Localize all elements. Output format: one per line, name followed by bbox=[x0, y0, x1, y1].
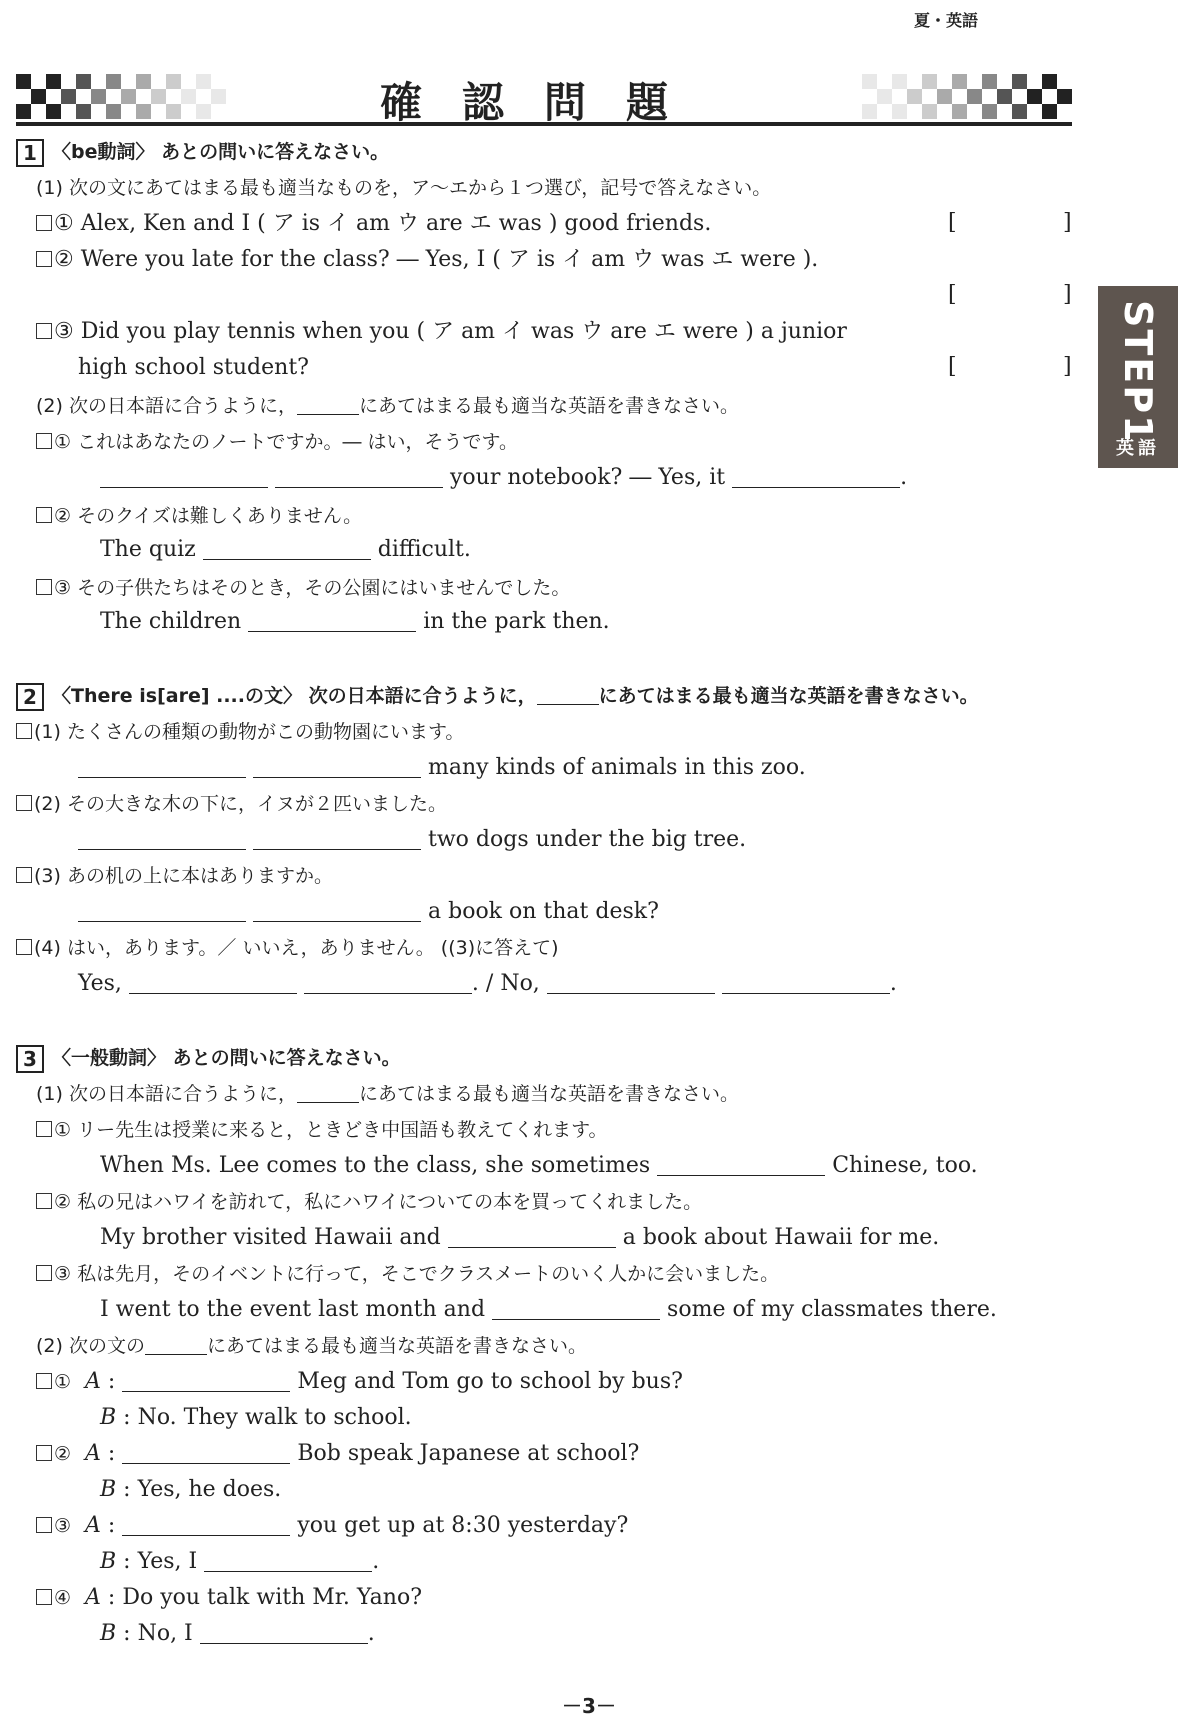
checkbox[interactable] bbox=[36, 215, 52, 231]
answer-bracket-close: ] bbox=[1063, 282, 1072, 307]
question-2-4-en: Yes, . / No, . bbox=[78, 971, 897, 996]
question-3-2-4-b: B : No, I . bbox=[100, 1621, 375, 1646]
answer-blank[interactable] bbox=[78, 827, 246, 850]
blank-sample bbox=[145, 1336, 207, 1355]
checkbox[interactable] bbox=[16, 867, 32, 883]
answer-blank[interactable] bbox=[248, 609, 416, 632]
question-3-2-3-a: ③ A : you get up at 8:30 yesterday? bbox=[36, 1512, 628, 1540]
blank-sample bbox=[297, 1084, 359, 1103]
answer-blank[interactable] bbox=[204, 1549, 372, 1572]
checkbox[interactable] bbox=[16, 939, 32, 955]
question-3-2-1-a: ① A : Meg and Tom go to school by bus? bbox=[36, 1368, 683, 1396]
section-title: 〈be動詞〉 あとの問いに答えなさい。 bbox=[52, 141, 390, 163]
step-subject: 英語 bbox=[1116, 438, 1160, 459]
answer-blank[interactable] bbox=[448, 1225, 616, 1248]
checkbox[interactable] bbox=[36, 251, 52, 267]
answer-blank[interactable] bbox=[732, 465, 900, 488]
section-1-heading bbox=[16, 138, 389, 167]
step-tab bbox=[1098, 286, 1178, 468]
question-1-2-3-jp: ③ その子供たちはそのとき，その公園にはいませんでした。 bbox=[36, 574, 570, 602]
checkbox[interactable] bbox=[36, 1589, 52, 1605]
question-2-2-en: two dogs under the big tree. bbox=[78, 826, 746, 854]
question-3-1-1-jp: ① リー先生は授業に来ると，ときどき中国語も教えてくれます。 bbox=[36, 1116, 608, 1144]
checkbox[interactable] bbox=[36, 1517, 52, 1533]
question-3-1-3-en: I went to the event last month and some of my classmates there. bbox=[100, 1297, 997, 1322]
question-2-4-jp: (4) はい，あります。／ いいえ，ありません。 ((3)に答えて) bbox=[16, 934, 559, 962]
subject-label: 夏・英語 bbox=[913, 11, 978, 30]
question-3-1-1-en: When Ms. Lee comes to the class, she sometimes Chinese, too. bbox=[100, 1153, 978, 1178]
answer-bracket-close: ] bbox=[1063, 354, 1072, 379]
section-number: 1 bbox=[16, 139, 44, 167]
question-2-3-en: a book on that desk? bbox=[78, 898, 659, 926]
checkbox[interactable] bbox=[36, 1265, 52, 1281]
instruction: (2) 次の文の にあてはまる最も適当な英語を書きなさい。 bbox=[36, 1335, 587, 1357]
answer-bracket[interactable]: [ bbox=[948, 210, 957, 235]
checkbox[interactable] bbox=[36, 1445, 52, 1461]
section-number: 3 bbox=[16, 1045, 44, 1073]
instruction: (1) 次の日本語に合うように， にあてはまる最も適当な英語を書きなさい。 bbox=[36, 1083, 739, 1105]
question-3-2-4-a: ④ A : Do you talk with Mr. Yano? bbox=[36, 1584, 422, 1612]
section-3-heading: 3 〈一般動詞〉 あとの問いに答えなさい。 bbox=[16, 1044, 401, 1073]
question-3-1-2-jp: ② 私の兄はハワイを訪れて，私にハワイについての本を買ってくれました。 bbox=[36, 1188, 702, 1216]
question-1-1-1: ① Alex, Ken and I ( ア is イ am ウ are エ was ) good friends. bbox=[36, 210, 711, 238]
page-number: －3－ bbox=[562, 1694, 616, 1718]
question-3-2-3-b: B : Yes, I . bbox=[100, 1549, 380, 1574]
answer-blank[interactable] bbox=[122, 1441, 290, 1464]
answer-blank[interactable] bbox=[253, 827, 421, 850]
section-2-heading: 2 〈There is[are] ....の文〉 次の日本語に合うように， にあてはまる最も適当な英語を書きなさい。 bbox=[16, 682, 979, 711]
question-2-2-jp: (2) その大きな木の下に，イヌが２匹いました。 bbox=[16, 790, 447, 818]
answer-blank[interactable] bbox=[122, 1513, 290, 1536]
answer-blank[interactable] bbox=[78, 899, 246, 922]
checkbox[interactable] bbox=[36, 1373, 52, 1389]
section-number: 2 bbox=[16, 683, 44, 711]
question-1-2-1-en: your notebook? ― Yes, it . bbox=[100, 464, 907, 492]
checkbox[interactable] bbox=[16, 795, 32, 811]
question-3-2-2-a: ② A : Bob speak Japanese at school? bbox=[36, 1440, 639, 1468]
instruction: (2) 次の日本語に合うように， にあてはまる最も適当な英語を書きなさい。 bbox=[36, 395, 739, 417]
answer-blank[interactable] bbox=[78, 755, 246, 778]
answer-blank[interactable] bbox=[657, 1153, 825, 1176]
answer-blank[interactable] bbox=[129, 971, 297, 994]
question-3-1-2-en: My brother visited Hawaii and a book about Hawaii for me. bbox=[100, 1225, 940, 1250]
blank-sample bbox=[297, 396, 359, 415]
page-title: 確認問題 bbox=[379, 78, 708, 127]
checkbox[interactable] bbox=[36, 433, 52, 449]
question-1-2-2-jp: ② そのクイズは難しくありません。 bbox=[36, 502, 362, 530]
answer-blank[interactable] bbox=[275, 465, 443, 488]
question-1-2-2-en: The quiz difficult. bbox=[100, 537, 471, 562]
answer-blank[interactable] bbox=[203, 537, 371, 560]
answer-blank[interactable] bbox=[100, 465, 268, 488]
answer-bracket[interactable]: [ bbox=[948, 282, 957, 307]
instruction: (1) 次の文にあてはまる最も適当なものを，ア～エから１つ選び，記号で答えなさい。 bbox=[36, 177, 772, 199]
question-1-1-2: ② Were you late for the class? ― Yes, I ( ア is イ am ウ was エ were ). bbox=[36, 246, 818, 274]
answer-blank[interactable] bbox=[122, 1369, 290, 1392]
checkbox[interactable] bbox=[36, 1193, 52, 1209]
answer-blank[interactable] bbox=[304, 971, 472, 994]
checkbox[interactable] bbox=[36, 1121, 52, 1137]
question-3-2-2-b: B : Yes, he does. bbox=[100, 1477, 282, 1502]
question-2-1-en: many kinds of animals in this zoo. bbox=[78, 754, 806, 782]
question-1-1-3: ③ Did you play tennis when you ( ア am イ was ウ are エ were ) a junior bbox=[36, 318, 847, 346]
answer-bracket-close: ] bbox=[1063, 210, 1072, 235]
checkbox[interactable] bbox=[16, 723, 32, 739]
question-2-3-jp: (3) あの机の上に本はありますか。 bbox=[16, 862, 333, 890]
answer-blank[interactable] bbox=[253, 755, 421, 778]
question-1-1-3-cont: high school student? bbox=[78, 355, 309, 380]
answer-blank[interactable] bbox=[253, 899, 421, 922]
answer-bracket[interactable]: [ bbox=[948, 354, 957, 379]
checkbox[interactable] bbox=[36, 579, 52, 595]
title-banner bbox=[16, 68, 1072, 126]
question-2-1-jp: (1) たくさんの種類の動物がこの動物園にいます。 bbox=[16, 718, 464, 746]
question-1-2-3-en: The children in the park then. bbox=[100, 609, 610, 634]
answer-blank[interactable] bbox=[200, 1621, 368, 1644]
checkbox[interactable] bbox=[36, 323, 52, 339]
answer-blank[interactable] bbox=[547, 971, 715, 994]
question-3-2-1-b: B : No. They walk to school. bbox=[100, 1405, 412, 1430]
answer-blank[interactable] bbox=[492, 1297, 660, 1320]
step-label: STEP1 bbox=[1116, 300, 1160, 444]
question-3-1-3-jp: ③ 私は先月，そのイベントに行って，そこでクラスメートのいく人かに会いました。 bbox=[36, 1260, 779, 1288]
question-1-2-1-jp: ① これはあなたのノートですか。― はい，そうです。 bbox=[36, 428, 518, 456]
blank-sample bbox=[537, 686, 599, 705]
checkbox[interactable] bbox=[36, 507, 52, 523]
answer-blank[interactable] bbox=[722, 971, 890, 994]
